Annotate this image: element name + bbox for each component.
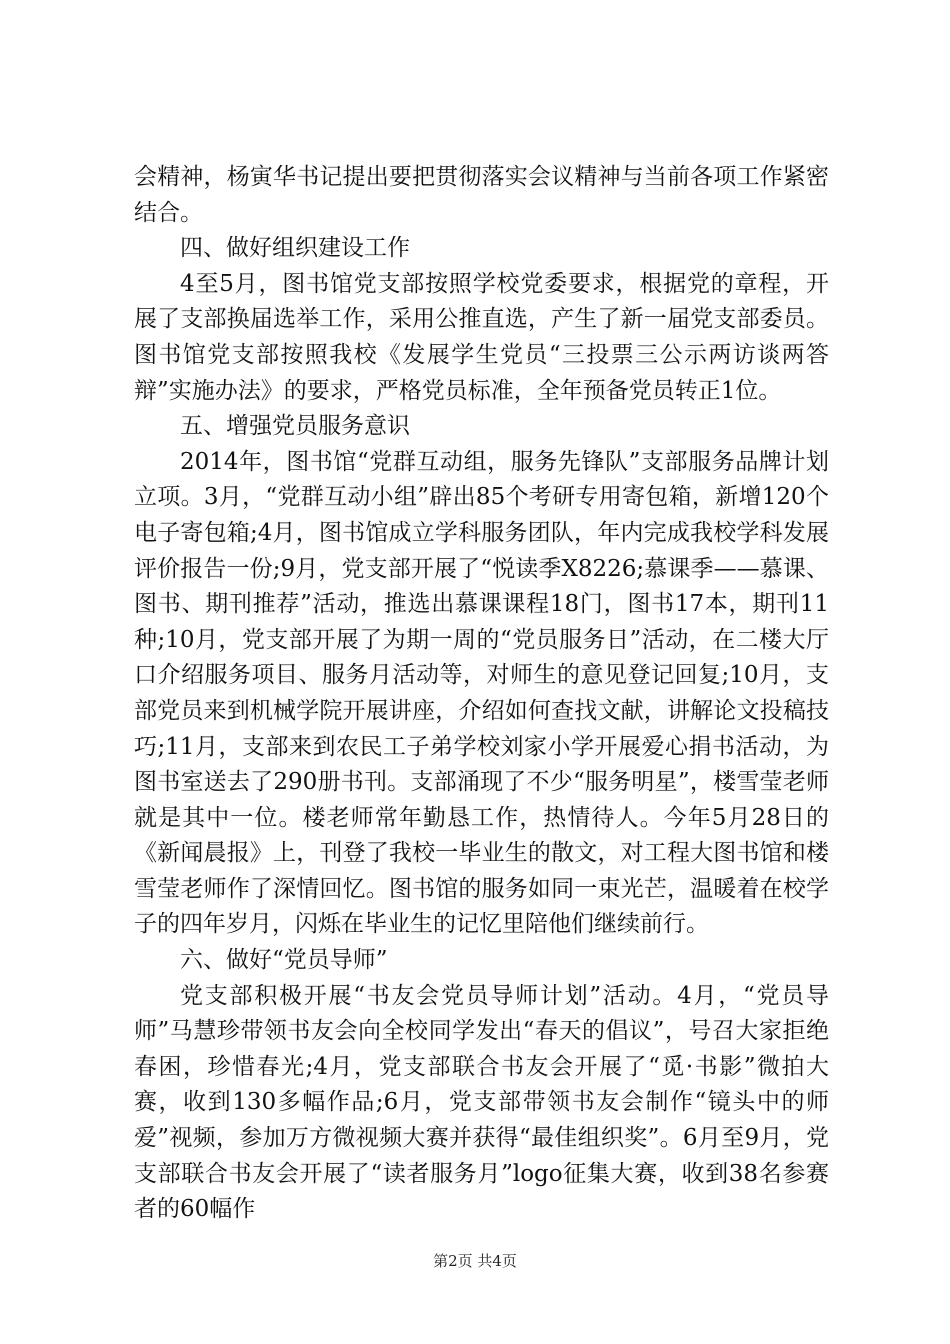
section-heading-organization: 四、做好组织建设工作: [180, 235, 410, 262]
paragraph-continuation: 会精神，杨寅华书记提出要把贯彻落实会议精神与当前各项工作紧密结合。: [134, 164, 829, 226]
paragraph-service: 2014年，图书馆“党群互动组，服务先锋队”支部服务品牌计划立项。3月，“党群互动小组”辟出85个考研专用寄包箱，新增120个电子寄包箱;4月，图书馆成立学科服务团队，年内完成我校学科发展评价报告一份;9月，党支部开展了“悦读季X8226;慕课季——慕课、图书、期刊推荐”活动，推选出慕课课程18门，图书17本，期刊11种;10月，党支部开展了为期一周的“党员服务日”活动，在二楼大厅口介绍服务项目、服务月活动等，对师生的意见登记回复;10月，支部党员来到机械学院开展讲座，介绍如何查找文献，讲解论文投稿技巧;11月，支部来到农民工子弟学校刘家小学开展爱心捐书活动，为图书室送去了290册书刊。支部涌现了不少“服务明星”，楼雪莹老师就是其中一位。楼老师常年勤恳工作，热情待人。今年5月28日的《新闻晨报》上，刊登了我校一毕业生的散文，对工程大图书馆和楼雪莹老师作了深情回忆。图书馆的服务如同一束光芒，温暖着在校学子的四年岁月，闪烁在毕业生的记忆里陪他们继续前行。: [134, 448, 829, 938]
section-heading-service: 五、增强党员服务意识: [180, 413, 410, 440]
document-body: [134, 160, 829, 1228]
section-heading-mentor: 六、做好“党员导师”: [180, 947, 388, 974]
page-number: 第2页 共4页: [433, 1252, 517, 1270]
paragraph-organization: 4至5月，图书馆党支部按照学校党委要求，根据党的章程，开展了支部换届选举工作，采用公推直选，产生了新一届党支部委员。图书馆党支部按照我校《发展学生党员“三投票三公示两访谈两答辩”实施办法》的要求，严格党员标准，全年预备党员转正1位。: [134, 270, 829, 404]
paragraph-mentor: 党支部积极开展“书友会党员导师计划”活动。4月，“党员导师”马慧珍带领书友会向全校同学发出“春天的倡议”，号召大家拒绝春困，珍惜春光;4月，党支部联合书友会开展了“觅·书影”微拍大赛，收到130多幅作品;6月，党支部带领书友会制作“镜头中的师爱”视频，参加万方微视频大赛并获得“最佳组织奖”。6月至9月，党支部联合书友会开展了“读者服务月”logo征集大赛，收到38名参赛者的60幅作: [134, 982, 829, 1223]
page-footer: [0, 1250, 950, 1271]
